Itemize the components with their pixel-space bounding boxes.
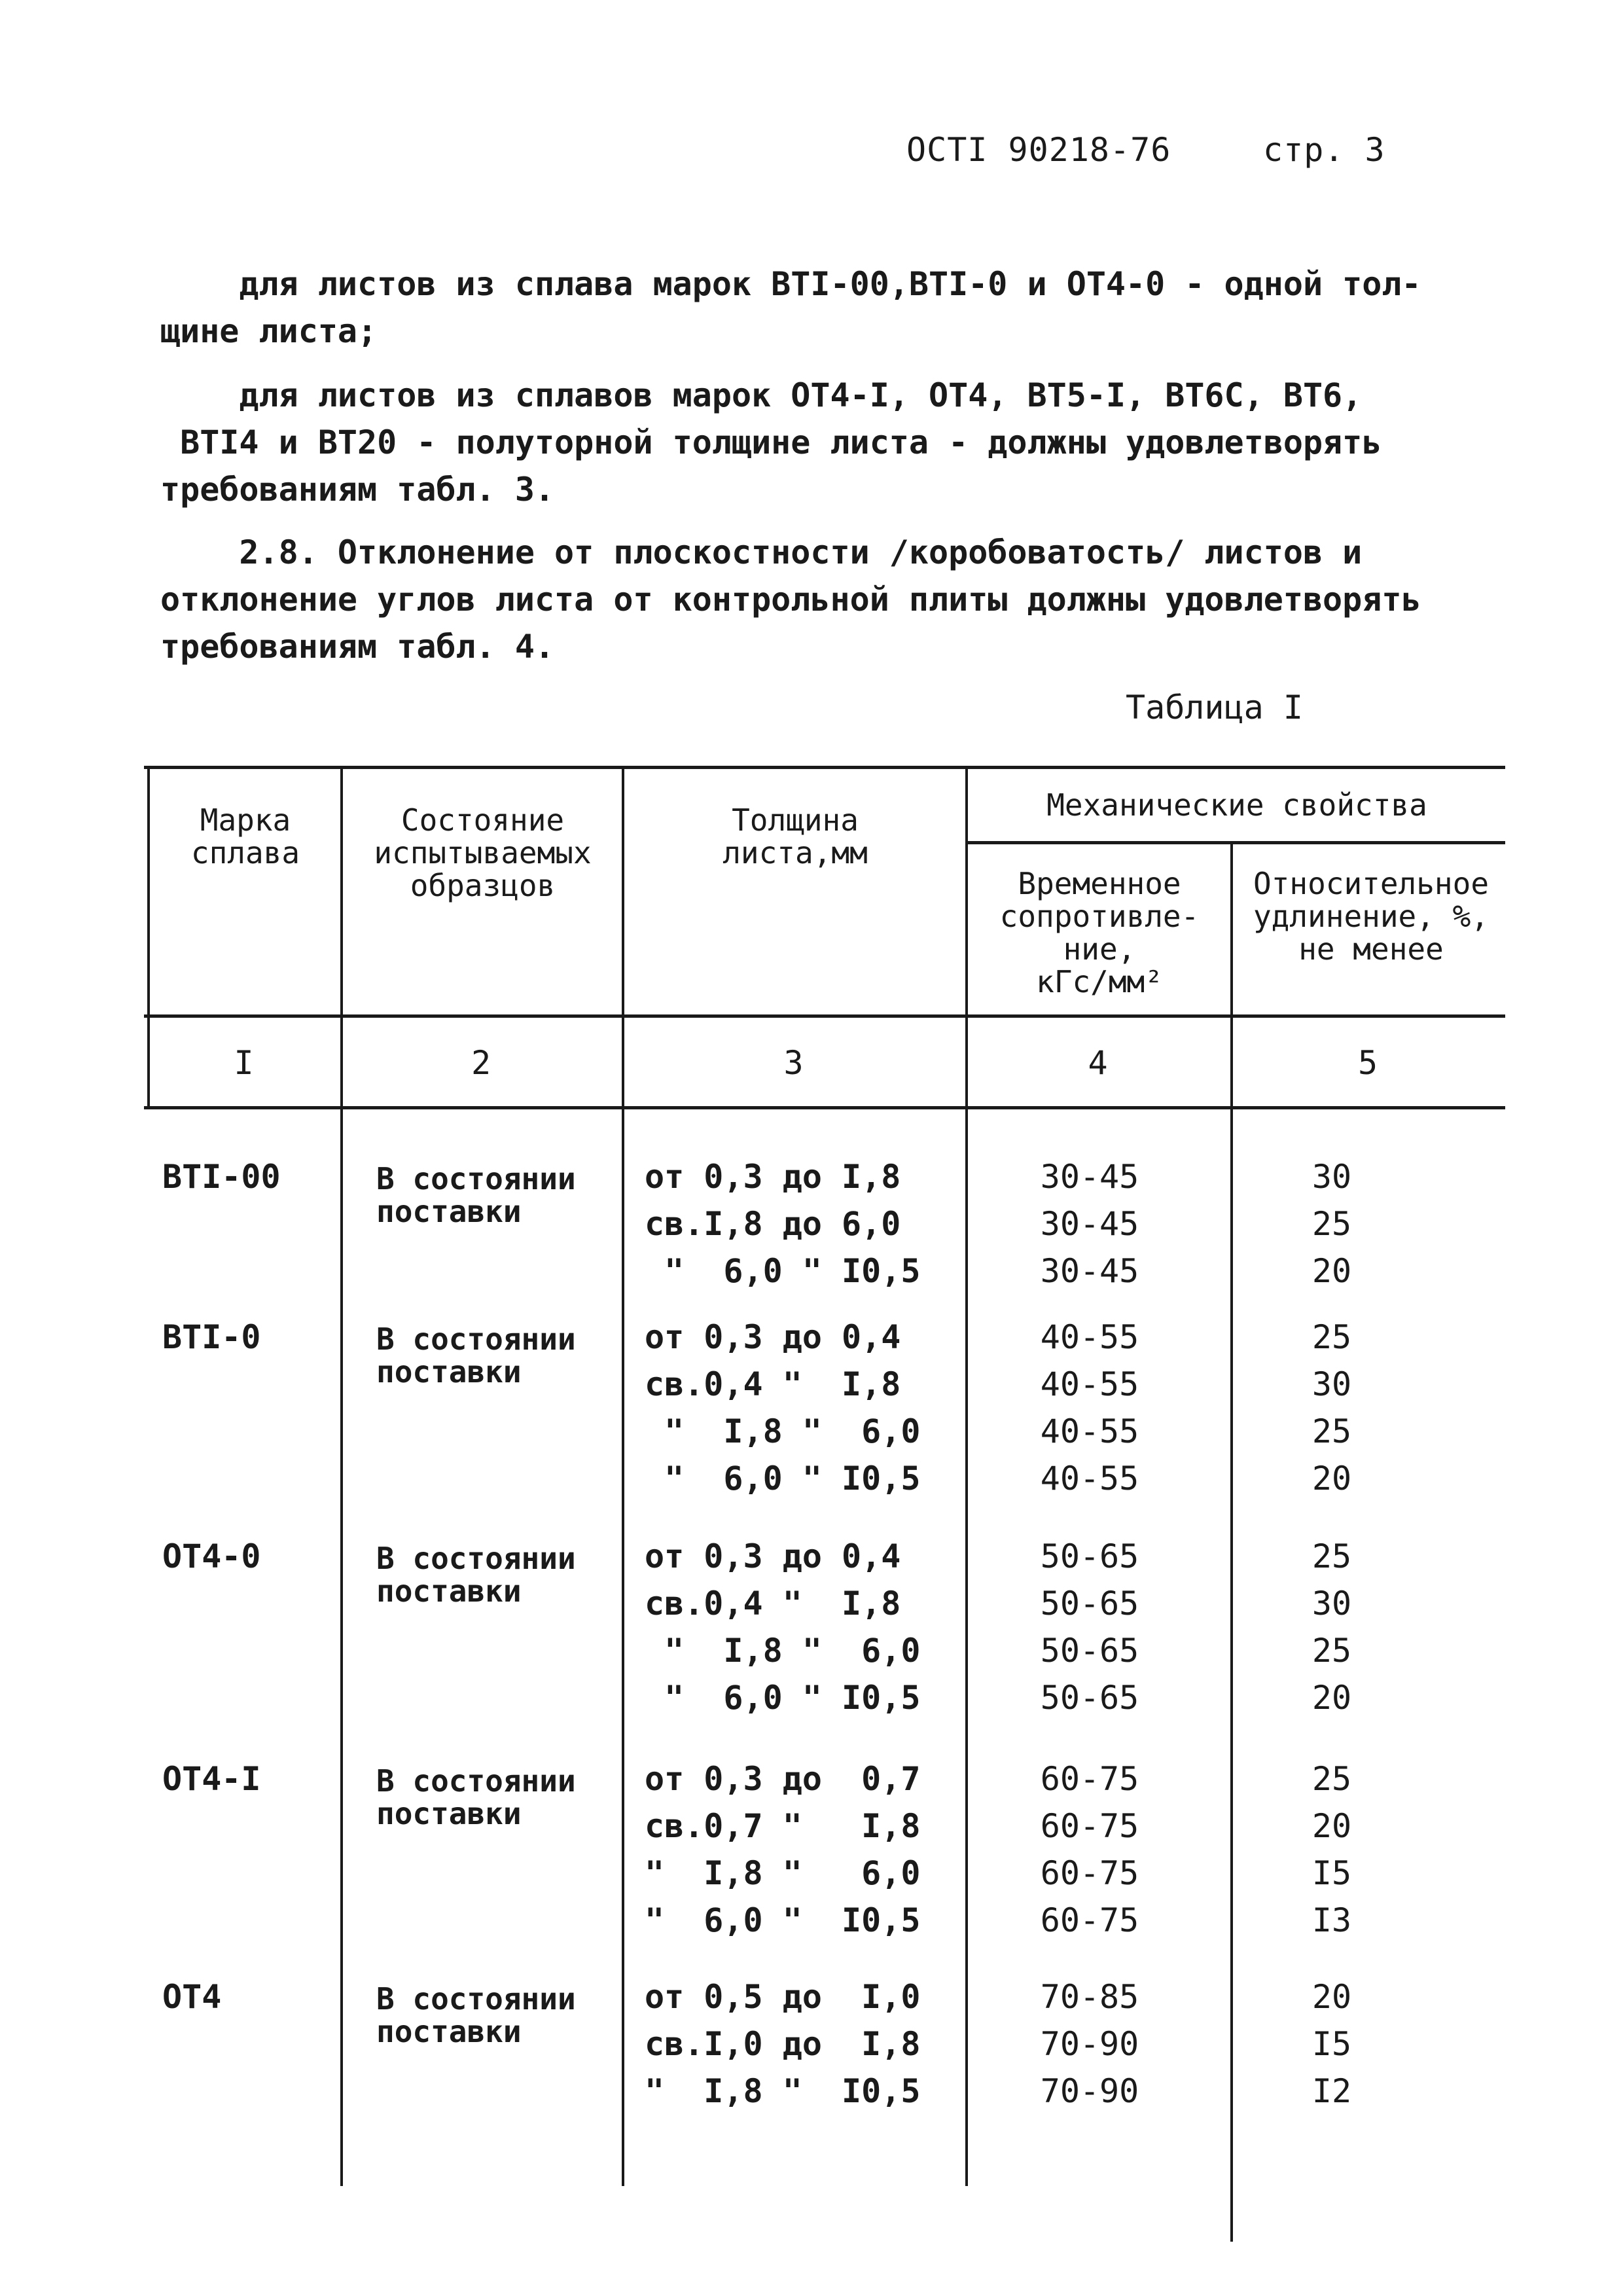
elongation-value: 25 xyxy=(1311,1205,1352,1243)
elongation-value: 20 xyxy=(1311,1460,1352,1498)
tensile-strength-value: 60-75 xyxy=(1040,1760,1139,1798)
thickness-range: от 0,3 до 0,4 xyxy=(645,1537,901,1575)
table-caption: Таблица I xyxy=(1126,689,1303,726)
thickness-range: " I,8 " I0,5 xyxy=(645,2072,921,2110)
thickness-range: " 6,0 " I0,5 xyxy=(645,1901,921,1939)
tensile-strength-value: 30-45 xyxy=(1040,1252,1139,1290)
column-number-3: 3 xyxy=(783,1044,804,1082)
header-grade: Марка сплава xyxy=(190,802,300,870)
elongation-value: 25 xyxy=(1311,1318,1352,1356)
paragraph-1-line-1: для листов из сплава марок ВТI-00,ВТI-0 и ОТ4-0 - одной тол- xyxy=(160,265,1421,303)
elongation-value: 20 xyxy=(1311,1252,1352,1290)
sample-state: В состоянии поставки xyxy=(376,1763,576,1831)
thickness-range: " I,8 " 6,0 xyxy=(645,1854,921,1892)
thickness-range: " 6,0 " I0,5 xyxy=(645,1460,921,1498)
table-col-divider-2 xyxy=(622,766,624,2186)
tensile-strength-value: 60-75 xyxy=(1040,1901,1139,1939)
paragraph-3-line-3: требованиям табл. 4. xyxy=(160,628,555,666)
thickness-range: " I,8 " 6,0 xyxy=(645,1412,921,1450)
alloy-grade: ОТ4-0 xyxy=(162,1537,261,1575)
alloy-grade: ВТI-00 xyxy=(162,1158,281,1196)
alloy-grade: ОТ4 xyxy=(162,1978,222,2016)
sample-state: В состоянии поставки xyxy=(376,1541,576,1609)
column-number-2: 2 xyxy=(471,1044,491,1082)
thickness-range: " I,8 " 6,0 xyxy=(645,1632,921,1670)
tensile-strength-value: 40-55 xyxy=(1040,1460,1139,1498)
tensile-strength-value: 50-65 xyxy=(1040,1679,1139,1717)
table-top-border xyxy=(144,766,1505,769)
thickness-range: от 0,3 до 0,4 xyxy=(645,1318,901,1356)
elongation-value: 20 xyxy=(1311,1978,1352,2016)
elongation-value: 25 xyxy=(1311,1537,1352,1575)
tensile-strength-value: 40-55 xyxy=(1040,1365,1139,1403)
elongation-value: I5 xyxy=(1311,2025,1352,2063)
thickness-range: св.0,7 " I,8 xyxy=(645,1807,921,1845)
thickness-range: св.I,8 до 6,0 xyxy=(645,1205,901,1243)
column-number-1: I xyxy=(234,1044,254,1082)
tensile-strength-value: 60-75 xyxy=(1040,1854,1139,1892)
column-number-5: 5 xyxy=(1357,1044,1378,1082)
elongation-value: I2 xyxy=(1311,2072,1352,2110)
paragraph-1-line-2: щине листа; xyxy=(160,312,378,350)
header-mechanical-properties: Механические свойства xyxy=(1046,787,1427,823)
table-col-divider-1 xyxy=(340,766,343,2186)
elongation-value: 20 xyxy=(1311,1679,1352,1717)
tensile-strength-value: 40-55 xyxy=(1040,1318,1139,1356)
paragraph-2-line-3: требованиям табл. 3. xyxy=(160,471,555,509)
header-elongation: Относительное удлинение, %, не менее xyxy=(1253,866,1489,967)
tensile-strength-value: 40-55 xyxy=(1040,1412,1139,1450)
tensile-strength-value: 70-85 xyxy=(1040,1978,1139,2016)
elongation-value: 30 xyxy=(1311,1158,1352,1196)
paragraph-2-line-1: для листов из сплавов марок ОТ4-I, ОТ4, ВТ5-I, ВТ6С, ВТ6, xyxy=(160,376,1363,414)
thickness-range: от 0,3 до I,8 xyxy=(645,1158,901,1196)
tensile-strength-value: 30-45 xyxy=(1040,1158,1139,1196)
elongation-value: 25 xyxy=(1311,1760,1352,1798)
tensile-strength-value: 70-90 xyxy=(1040,2072,1139,2110)
elongation-value: I3 xyxy=(1311,1901,1352,1939)
alloy-grade: ОТ4-I xyxy=(162,1760,261,1798)
elongation-value: 20 xyxy=(1311,1807,1352,1845)
thickness-range: св.0,4 " I,8 xyxy=(645,1365,901,1403)
header-thickness: Толщина листа,мм xyxy=(722,802,868,870)
elongation-value: I5 xyxy=(1311,1854,1352,1892)
thickness-range: св.0,4 " I,8 xyxy=(645,1585,901,1623)
table-mech-divider xyxy=(965,841,1505,844)
elongation-value: 30 xyxy=(1311,1365,1352,1403)
thickness-range: " 6,0 " I0,5 xyxy=(645,1679,921,1717)
tensile-strength-value: 50-65 xyxy=(1040,1537,1139,1575)
alloy-grade: ВТI-0 xyxy=(162,1318,261,1356)
table-header-bottom-border xyxy=(144,1014,1505,1018)
thickness-range: " 6,0 " I0,5 xyxy=(645,1252,921,1290)
page-number: стр. 3 xyxy=(1263,131,1385,169)
sample-state: В состоянии поставки xyxy=(376,1161,576,1229)
header-tensile-strength: Временное сопротивле- ние, кГс/мм² xyxy=(999,866,1200,999)
elongation-value: 25 xyxy=(1311,1412,1352,1450)
tensile-strength-value: 60-75 xyxy=(1040,1807,1139,1845)
thickness-range: от 0,3 до 0,7 xyxy=(645,1760,921,1798)
table-col-divider-3 xyxy=(965,766,968,2186)
header-state: Состояние испытываемых образцов xyxy=(374,802,592,903)
sample-state: В состоянии поставки xyxy=(376,1981,576,2049)
column-number-4: 4 xyxy=(1088,1044,1108,1082)
sample-state: В состоянии поставки xyxy=(376,1321,576,1390)
document-code: ОСТI 90218-76 xyxy=(906,131,1171,169)
tensile-strength-value: 70-90 xyxy=(1040,2025,1139,2063)
tensile-strength-value: 30-45 xyxy=(1040,1205,1139,1243)
paragraph-3-line-2: отклонение углов листа от контрольной плиты должны удовлетворять xyxy=(160,581,1421,619)
thickness-range: св.I,0 до I,8 xyxy=(645,2025,921,2063)
thickness-range: от 0,5 до I,0 xyxy=(645,1978,921,2016)
elongation-value: 25 xyxy=(1311,1632,1352,1670)
paragraph-2-line-2: ВТI4 и ВТ20 - полуторной толщине листа - должны удовлетворять xyxy=(160,423,1382,461)
table-numbers-bottom-border xyxy=(144,1106,1505,1109)
tensile-strength-value: 50-65 xyxy=(1040,1585,1139,1623)
paragraph-3-line-1: 2.8. Отклонение от плоскостности /коробоватость/ листов и xyxy=(160,533,1363,571)
tensile-strength-value: 50-65 xyxy=(1040,1632,1139,1670)
elongation-value: 30 xyxy=(1311,1585,1352,1623)
